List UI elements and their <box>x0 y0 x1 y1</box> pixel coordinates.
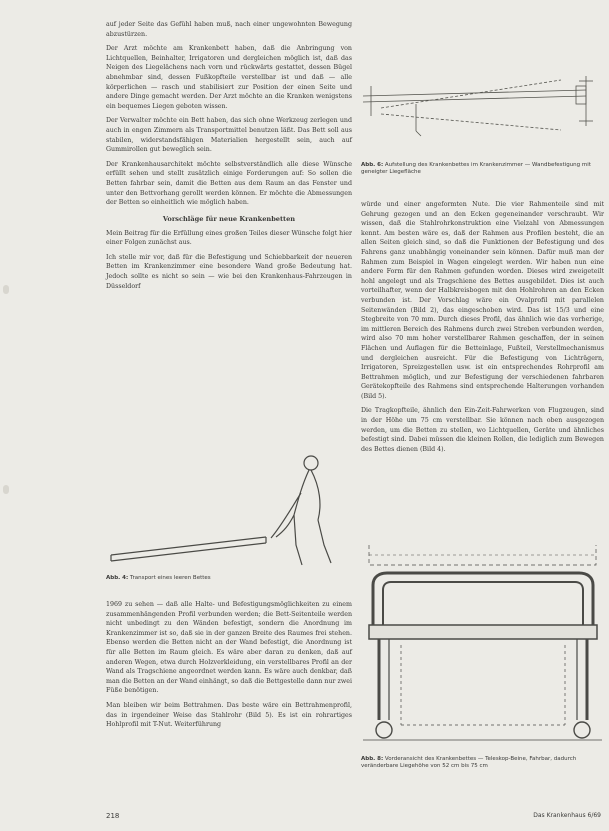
section-heading: Vorschläge für neue Krankenbetten <box>162 214 296 223</box>
figure-bed-transport <box>106 445 352 570</box>
left-column-continued <box>106 600 352 735</box>
caption-number: Abb. 6: <box>361 162 384 168</box>
figure-caption <box>106 575 352 582</box>
bed-transport-illustration <box>106 445 352 570</box>
wall-bed-illustration <box>361 56 604 156</box>
caption-text: Aufstellung des Krankenbettes im Krankenzimmer — Wandbefestigung mit geneigter Liegefläche <box>361 162 591 175</box>
bed-front-view-illustration <box>361 535 604 750</box>
binder-hole <box>3 285 9 294</box>
figure-bed-front-view <box>361 535 604 750</box>
figure-caption <box>361 756 604 770</box>
paragraph: Die Tragkopfteile, ähnlich den Ein-Zeit-Fahrwerken von Flugzeugen, sind in der Höhe um 75 cm verstellbar. Sie können nach oben ausgezogen werden, um die Betten zu stellen, wo Lichtquellen, Geräte und ähnliches befestigt sind. Dabei müssen die kleinen Rollen, die lediglich zum Bewegen des Bettes dienen (Bild 4). <box>361 407 604 453</box>
page-number: 218 <box>106 812 120 820</box>
paragraph: Der Arzt möchte am Krankenbett haben, daß die Anbringung von Lichtquellen, Beinhalter, Irrigatoren und dergleichen möglich ist, daß das Neigen des Liegelächens nach vorn und rückwärts gestattet, dessen Bügel abnehmbar sind, dessen Fußkopfteile verstellbar ist und daß — alle körperlichen — rasch und stabilisiert zur Position der einen Seite und andere Dinge gemacht werden. Der Arzt möchte an die Kranken wenigstens ein bequemes Liegen geboten wissen. <box>106 45 352 110</box>
journal-name: Das Krankenhaus 6/69 <box>533 812 601 819</box>
paragraph: Mein Beitrag für die Erfüllung eines großen Teiles dieser Wünsche folgt hier einer Folgen zunächst aus. <box>106 229 352 247</box>
paragraph: 1969 zu sehen — daß alle Halte- und Befestigungsmöglichkeiten zu einem zusammenhängenden Profil verbunden werden; die Bett-Seitenteile werden nicht unbedingt zu den Wänden befestigt, sondern die Anordnung im Krankenzimmer ist so, daß sie in der ganzen Breite des Raumes frei stehen. Ebenso werden die Betten nicht an der Wand befestigt, die Anordnung ist für alle Betten im Raum gleich. Es wäre aber daran zu denken, daß auf anderen Wegen, etwa durch Holzverkleidung, ein verstellbares Profil an der Wand als Tragschiene angeordnet werden kann. Es wäre auch denkbar, daß man die Betten an der Wand einhängt, so daß die Bettgestelle dann nur zwei Füße benötigen. <box>106 601 352 695</box>
caption-text: Vorderansicht des Krankenbettes — Teleskop-Beine, Fahrbar, dadurch veränderbare Liegehöhe von 52 cm bis 75 cm <box>361 756 577 769</box>
paragraph: Ich stelle mir vor, daß für die Befestigung und Schiebbarkeit der neueren Betten im Krankenzimmer eine besondere Wand große Bedeutung hat. Jedoch sollte es nicht so sein — wie bei den Krankenhaus-Fahrzeugen in Düsseldorf <box>106 253 352 290</box>
binder-hole <box>3 485 9 494</box>
paragraph: Man bleiben wir beim Bettrahmen. Das beste wäre ein Bettrahmenprofil, das in irgendeiner Weise das Stahlrohr (Bild 5). Es ist ein rohrartiges Hohlprofil mit T-Nut. Weiterführung <box>106 701 352 729</box>
right-column <box>361 200 604 459</box>
paragraph: Der Verwalter möchte ein Bett haben, das sich ohne Werkzeug zerlegen und auch in engen Zimmern als Transportmittel benutzen läßt. Das Bett soll aus stabilen, widerstandsfähigen Materialien hergestellt sein, auch auf Gummirollen gut beweglich sein. <box>106 117 352 154</box>
left-column <box>106 20 352 296</box>
paragraph: würde und einer angeformten Nute. Die vier Rahmenteile sind mit Gehrung gezogen und an den Ecken gegeneinander verschraubt. Wir wissen, daß die Stahlrohrkonstruktion eine Vielzahl von Abmessungen kennt. Am besten wäre es, daß der Rahmen aus Profilen besteht, die an allen Seiten gleich sind, so daß die Funktionen der Befestigung und des Fahrens ganz unabhängig voneinander sein können. Dafür muß man der Rahmen zum Beispiel in Wagen eingelegt werden. Wir haben nun eine andere Form für den Rahmen gefunden worden. Dieses wird zweigeteilt hohl angelegt und als Tragschiene des Bettes ausgebildet. Dies ist auch vorteilhafter, wenn der Halbkreisbogen mit den Hohlrohren an den Ecken verbunden ist. Der Vorschlag wäre ein Ovalprofil mit parallelen Seitenwänden (Bild 2), das eingeschoben wird. Das ist 15/3 und eine Stegbreite von 70 mm. Durch dieses Profil, das ähnlich wie das vorherige, im mittleren Bereich des Rahmens durch zwei Streben verbunden werden, wird also 70 mm hoher verstellbarer Rahmen geschaffen, der in seinen Flächen und Auflagen für die Betteinlage, Fußteil, Verstellmechanismus und dergleichen ausreicht. Für die Befestigung von Lichträgern, Irrigatoren, Spreizgestellen usw. ist ein entsprechendes Rohrprofil am Bettrahmen möglich, und zur Befestigung der verschiedenen fahrbaren Gerätekopfteile des Rahmens sind entsprechende Halterungen vorhanden (Bild 5). <box>361 201 604 400</box>
caption-number: Abb. 4: <box>106 575 129 581</box>
paragraph: Der Krankenhausarchitekt möchte selbstverständlich alle diese Wünsche erfüllt sehen und stellt zusätzlich einige Forderungen auf: So sollen die Betten fahrbar sein, damit die Betten aus dem Raum an das Fenster und unter den Bettvorhang gerollt werden können. Er möchte die Abmessungen der Betten so einheitlich wie möglich haben. <box>106 160 352 207</box>
paragraph: auf jeder Seite das Gefühl haben muß, nach einer ungewohnten Bewegung abzustürzen. <box>106 21 352 38</box>
figure-caption <box>361 162 604 176</box>
caption-number: Abb. 8: <box>361 756 384 762</box>
caption-text: Transport eines leeren Bettes <box>129 575 211 581</box>
figure-wall-mounted-bed <box>361 56 604 156</box>
